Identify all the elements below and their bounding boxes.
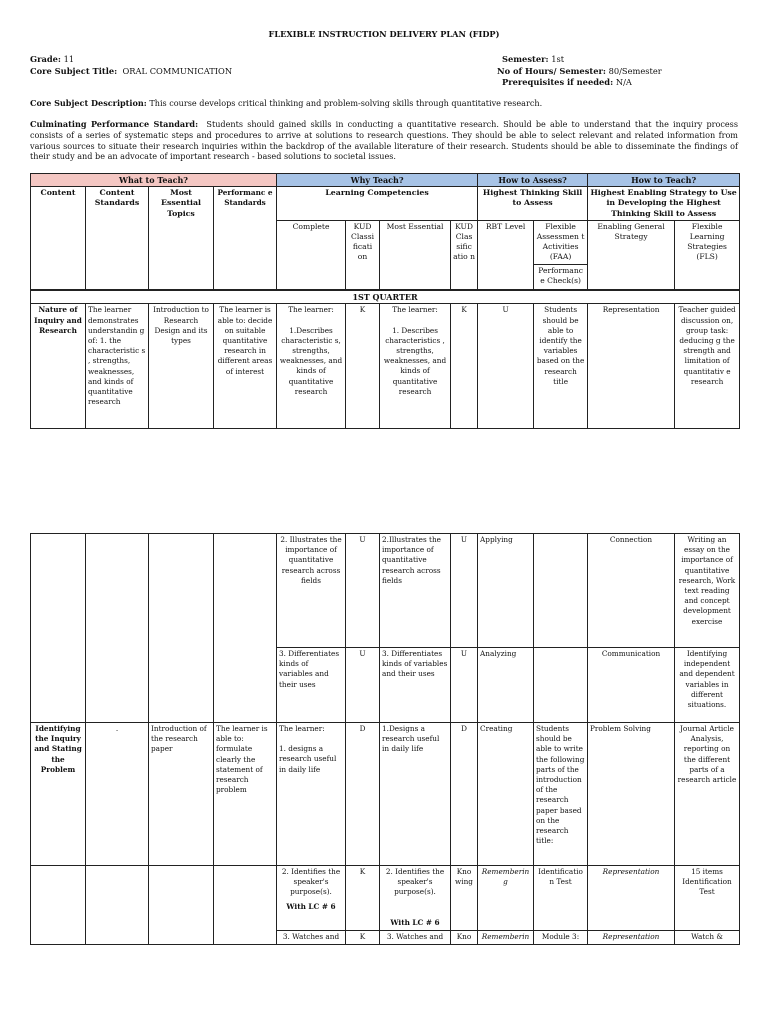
fidp-table-page2 [30,533,740,945]
faa-cell: Students should be able to write the following parts of the introduction of the research paper based on the research title: [534,723,588,866]
kud-classification-header-2: KUD Clas sific atio n [451,220,478,290]
subject-line: Core Subject Title: ORAL COMMUNICATION [30,66,233,76]
rbt-cell: Analyzing [478,648,534,723]
performance-standard-cell [214,534,277,723]
highest-enabling-strategy-header: Highest Enabling Strategy to Use in Developing the Highest Thinking Skill to Assess [588,187,740,221]
faa-cell: Identificatio n Test [534,866,588,931]
essential-competency-cell: 3. Watches and [380,931,451,945]
complete-competency-cell: The learner: 1.Describes characteristic s, strengths, weaknesses, and kinds of quantitative research [277,304,346,429]
what-to-teach-band: What to Teach? [31,174,277,187]
essential-competency-cell: 2.Illustrates the importance of quantitative research across fields [380,534,451,648]
how-to-teach-band: How to Teach? [588,174,740,187]
core-subject-description: Core Subject Description: This course develops critical thinking and problem-solving skills through quantitative research. [30,98,543,108]
performance-standard-cell [214,866,277,945]
quarter-label: 1ST QUARTER [31,290,740,304]
performance-standard-cell: The learner is able to: decide on suitable quantitative research in different areas of interest [214,304,277,429]
content-standard-cell: . [86,723,149,866]
content-standard-cell [86,534,149,723]
topics-cell [149,866,214,945]
content-cell [31,534,86,723]
kud-cell-2: Kno wing [451,866,478,931]
faa-cell [534,648,588,723]
essential-competency-cell: 1.Designs a research useful in daily life [380,723,451,866]
faa-cell: Students should be able to identify the variables based on the research title [534,304,588,429]
topics-cell: Introduction of the research paper [149,723,214,866]
rbt-cell: Rememberin [478,931,534,945]
lc-note: With LC # 6 [286,901,336,911]
kud-cell-2: D [451,723,478,866]
performance-standard-cell: The learner is able to: formulate clearly the statement of research problem [214,723,277,866]
kud-cell-2: K [451,304,478,429]
strategy-cell: Representation [588,866,675,931]
culminating-performance-standard: Culminating Performance Standard: Students should gained skills in conducting a quantitative research. Should be able to understand that the inquiry process consists of a series of systematic steps and procedures to arrive at solutions to research questions. They should be able to select relevant and related information from various sources to situate their research inquiries within the backdrop of the available literature of their research. Students should be able to disseminate the findings of their study and be an advocate of important research - based solutions to societal issues. [30,119,738,162]
rbt-cell: Rememberin g [478,866,534,931]
enabling-general-strategy-header: Enabling General Strategy [588,220,675,290]
fls-cell: Identifying independent and dependent variables in different situations. [675,648,740,723]
faa-cell [534,534,588,648]
faa-cell: Module 3: [534,931,588,945]
content-header: Content [31,187,86,291]
complete-competency-cell: The learner: 1. designs a research useful in daily life [277,723,346,866]
complete-header: Complete [277,220,346,290]
kud-cell-2: U [451,534,478,648]
strategy-cell: Communication [588,648,675,723]
fls-cell: Watch & [675,931,740,945]
fls-cell: Writing an essay on the importance of quantitative research, Work text reading and concept development exercise [675,534,740,648]
performance-standards-header: Performanc e Standards [214,187,277,291]
topics-cell [149,534,214,723]
fls-cell: 15 items Identification Test [675,866,740,931]
semester-line: Semester: 1st [502,54,565,64]
semester-value: 1st [551,54,565,64]
table-row [31,866,740,931]
complete-competency-cell: 3. Differentiates kinds of variables and their uses [277,648,346,723]
fls-cell: Journal Article Analysis, reporting on the different parts of a research article [675,723,740,866]
highest-thinking-skill-header: Highest Thinking Skill to Assess [478,187,588,221]
strategy-cell: Connection [588,534,675,648]
hours-value: 80/Semester [608,66,662,76]
content-standard-cell: The learner demonstrates understandin g of: 1. the characteristic s , strengths, weaknesses, and kinds of quantitative research [86,304,149,429]
content-cell: Nature of Inquiry and Research [31,304,86,429]
rbt-cell: Creating [478,723,534,866]
performance-checks-header: Performanc e Check(s) [538,265,583,285]
learning-competencies-header: Learning Competencies [277,187,478,221]
document-title: FLEXIBLE INSTRUCTION DELIVERY PLAN (FIDP) [268,29,500,39]
table-row [31,304,740,429]
prerequisites-value: N/A [615,77,632,87]
content-standard-cell [86,866,149,945]
essential-topics-header: Most Essential Topics [149,187,214,291]
complete-competency-cell: 2. Identifies the speaker's purpose(s). With LC # 6 [277,866,346,931]
fls-cell: Teacher guided discussion on, group task: deducing g the strength and limitation of quantitativ e research [675,304,740,429]
kud-cell: K [346,931,380,945]
content-cell: Identifying the Inquiry and Stating the Problem [31,723,86,866]
strategy-cell: Representation [588,304,675,429]
lc-note: With LC # 6 [390,917,440,927]
kud-cell-2: Kno [451,931,478,945]
table-row [31,534,740,648]
rbt-cell: Applying [478,534,534,648]
essential-competency-cell: 3. Differentiates kinds of variables and their uses [380,648,451,723]
flexible-learning-strategies-header: Flexible Learning Strategies (FLS) [675,220,740,290]
topics-cell: Introduction to Research Design and its types [149,304,214,429]
fidp-table-page1 [30,173,740,429]
essential-competency-cell: The learner: 1. Describes characteristics , strengths, weaknesses, and kinds of quantitative research [380,304,451,429]
most-essential-header: Most Essential [380,220,451,290]
subject-value: ORAL COMMUNICATION [122,66,233,76]
prerequisites-line: Prerequisites if needed: N/A [502,77,632,87]
complete-competency-cell: 3. Watches and [277,931,346,945]
faa-header: Flexible Assessmen t Activities (FAA) [534,221,587,265]
grade-value: 11 [63,54,75,64]
kud-classification-header: KUD Classi ficati on [346,220,380,290]
table-row [31,723,740,866]
essential-competency-cell: 2. Identifies the speaker's purpose(s). With LC # 6 [380,866,451,931]
kud-cell: D [346,723,380,866]
kud-cell: U [346,534,380,648]
content-cell [31,866,86,945]
complete-competency-cell: 2. Illustrates the importance of quantitative research across fields [277,534,346,648]
content-standards-header: Content Standards [86,187,149,291]
rbt-level-header: RBT Level [478,220,534,290]
kud-cell: U [346,648,380,723]
rbt-cell: U [478,304,534,429]
kud-cell-2: U [451,648,478,723]
hours-line: No of Hours/ Semester: 80/Semester [497,66,662,76]
grade-line: Grade: 11 [30,54,75,64]
why-teach-band: Why Teach? [277,174,478,187]
kud-cell: K [346,304,380,429]
kud-cell: K [346,866,380,931]
how-to-assess-band: How to Assess? [478,174,588,187]
strategy-cell: Representation [588,931,675,945]
strategy-cell: Problem Solving [588,723,675,866]
